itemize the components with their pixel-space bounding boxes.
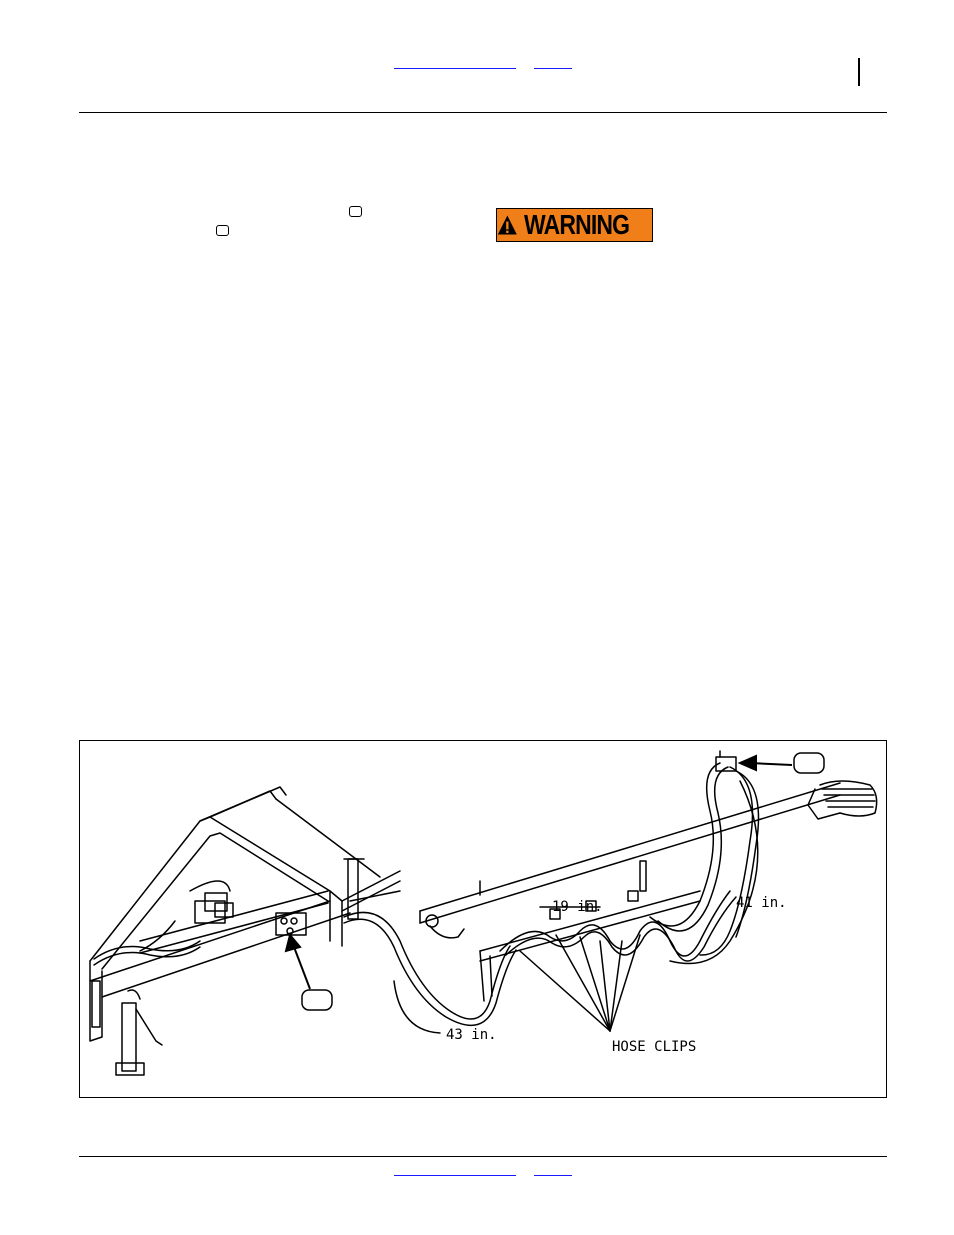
hose-routing-drawing (80, 741, 886, 1097)
hose-routing-figure (79, 740, 887, 1098)
hose-clips-label: HOSE CLIPS (612, 1039, 697, 1055)
footer-link-underline-right[interactable] (534, 1175, 572, 1176)
header-rule (79, 112, 887, 113)
dim-label-19: 19 in. (552, 899, 603, 915)
header-change-bar (858, 58, 860, 86)
dim-label-41: 41 in. (736, 895, 787, 911)
dim-label-43: 43 in. (446, 1027, 497, 1043)
header-link-underline-right[interactable] (534, 68, 572, 69)
warning-triangle-icon (497, 213, 518, 237)
callout-box-1 (349, 206, 362, 217)
callout-box-2 (216, 225, 229, 236)
header-link-underline-left[interactable] (394, 68, 516, 69)
footer-rule (79, 1156, 887, 1157)
footer-link-underline-left[interactable] (394, 1175, 516, 1176)
warning-label: WARNING (523, 209, 629, 240)
warning-sign (496, 208, 653, 242)
